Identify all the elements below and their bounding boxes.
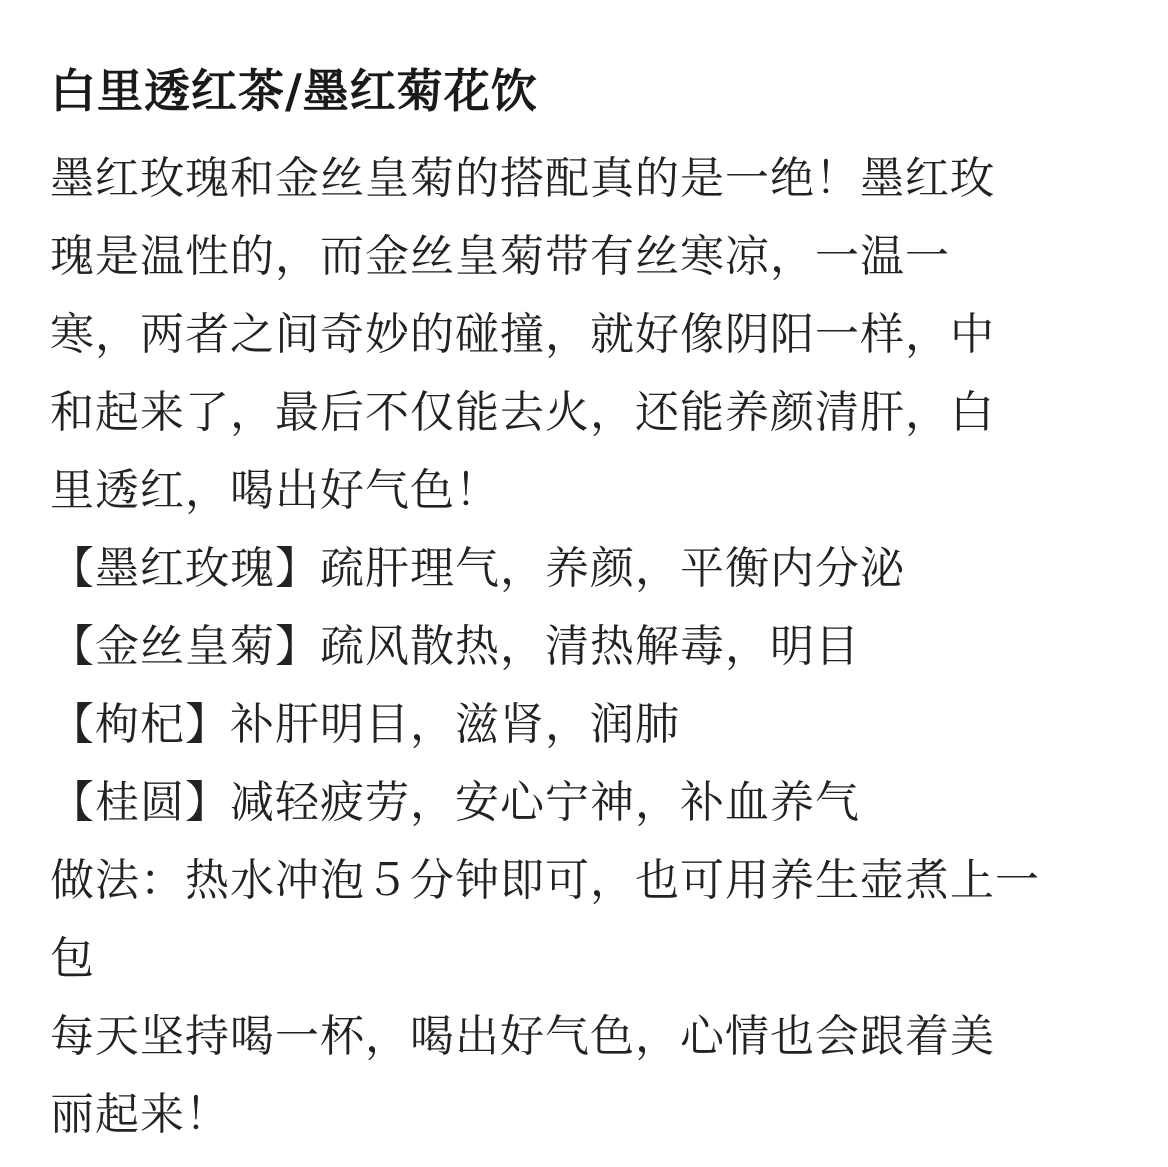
ingredient-line: 【枸杞】补肝明目，滋肾，润肺 <box>50 699 680 750</box>
post-body <box>50 140 1140 1154</box>
post-title: 白里透红茶/墨红菊花饮 <box>50 64 538 118</box>
closing-line: 每天坚持喝一杯，喝出好气色，心情也会跟着美 <box>50 1011 995 1062</box>
post-content <box>50 0 1140 1154</box>
ingredient-line: 【金丝皇菊】疏风散热，清热解毒，明目 <box>50 621 860 672</box>
method-line: 包 <box>50 933 95 984</box>
body-line: 墨红玫瑰和金丝皇菊的搭配真的是一绝！墨红玫 <box>50 153 995 204</box>
ingredient-line: 【桂圆】减轻疲劳，安心宁神，补血养气 <box>50 777 860 828</box>
closing-line: 丽起来！ <box>50 1089 230 1140</box>
ingredient-line: 【墨红玫瑰】疏肝理气，养颜，平衡内分泌 <box>50 543 905 594</box>
body-line: 和起来了，最后不仅能去火，还能养颜清肝，白 <box>50 387 995 438</box>
body-line: 瑰是温性的，而金丝皇菊带有丝寒凉，一温一 <box>50 231 950 282</box>
body-line: 寒，两者之间奇妙的碰撞，就好像阴阳一样，中 <box>50 309 995 360</box>
body-line: 里透红，喝出好气色！ <box>50 465 500 516</box>
method-line: 做法：热水冲泡５分钟即可，也可用养生壶煮上一 <box>50 855 1040 906</box>
